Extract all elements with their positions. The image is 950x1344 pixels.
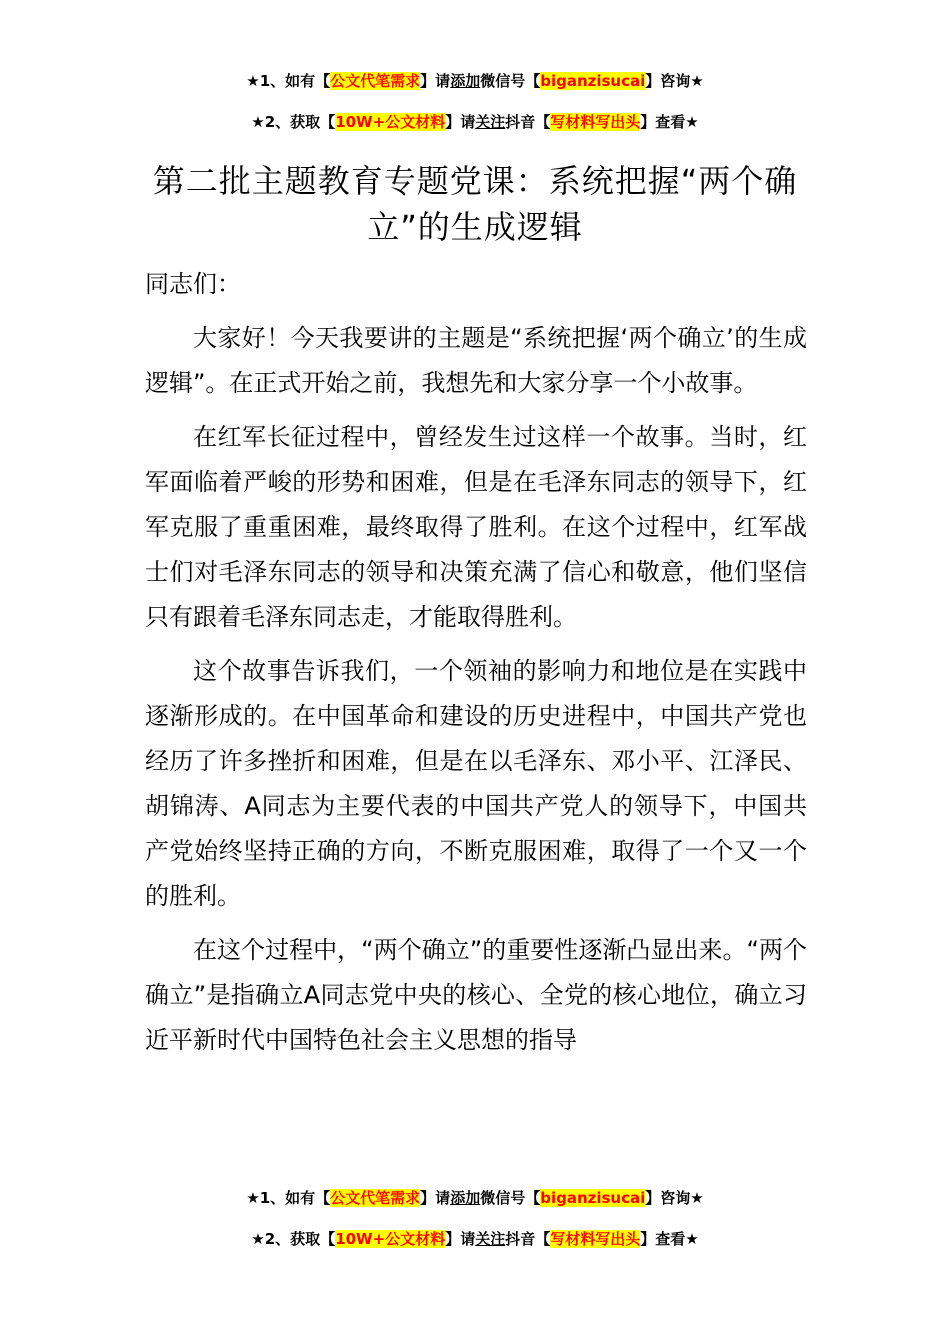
banner-text: ★2、获取【 bbox=[251, 113, 336, 131]
banner-text: 】请 bbox=[420, 1189, 451, 1207]
paragraph: 这个故事告诉我们，一个领袖的影响力和地位是在实践中逐渐形成的。在中国革命和建设的历史进程中，中国共产党也经历了许多挫折和困难，但是在以毛泽东、邓小平、江泽民、胡锦涛、A同志为主要代表的中国共产党人的领导下，中国共产党始终坚持正确的方向，不断克服困难，取得了一个又一个的胜利。 bbox=[145, 657, 807, 910]
banner-text: 微信号【 bbox=[480, 1189, 541, 1207]
document-body bbox=[145, 262, 807, 1072]
banner-highlight: biganzisucai bbox=[540, 1189, 646, 1207]
banner-highlight: 写材料写出头 bbox=[550, 1230, 641, 1248]
banner-text: 】咨询★ bbox=[645, 72, 704, 90]
banner-text: 】查看★ bbox=[640, 113, 699, 131]
banner-text: 抖音【 bbox=[505, 1230, 551, 1248]
banner-underline: 关注 bbox=[475, 1230, 506, 1248]
document-title: 第二批主题教育专题党课：系统把握“两个确立”的生成逻辑 bbox=[152, 162, 798, 246]
paragraph: 在这个过程中，“两个确立”的重要性逐渐凸显出来。“两个确立”是指确立A同志党中央的核心、全党的核心地位，确立习近平新时代中国特色社会主义思想的指导 bbox=[145, 936, 807, 1054]
banner-text: 】请 bbox=[445, 113, 476, 131]
banner-text: 】请 bbox=[445, 1230, 476, 1248]
banner-text: 】咨询★ bbox=[645, 1189, 704, 1207]
banner-text: 微信号【 bbox=[480, 72, 541, 90]
promo-banner-bottom-1 bbox=[0, 1187, 950, 1209]
banner-underline: 添加 bbox=[450, 72, 481, 90]
banner-highlight: 公文代笔需求 bbox=[330, 72, 421, 90]
banner-underline: 添加 bbox=[450, 1189, 481, 1207]
banner-text: 抖音【 bbox=[505, 113, 551, 131]
promo-banner-top-2 bbox=[0, 111, 950, 133]
paragraph: 在红军长征过程中，曾经发生过这样一个故事。当时，红军面临着严峻的形势和困难，但是在毛泽东同志的领导下，红军克服了重重困难，最终取得了胜利。在这个过程中，红军战士们对毛泽东同志的领导和决策充满了信心和敬意，他们坚信只有跟着毛泽东同志走，才能取得胜利。 bbox=[145, 423, 807, 631]
salutation: 同志们： bbox=[145, 270, 241, 298]
banner-text: 】请 bbox=[420, 72, 451, 90]
banner-text: ★2、获取【 bbox=[251, 1230, 336, 1248]
banner-text: 】查看★ bbox=[640, 1230, 699, 1248]
banner-text: ★1、如有【 bbox=[246, 1189, 331, 1207]
paragraph: 大家好！今天我要讲的主题是“系统把握‘两个确立’的生成逻辑”。在正式开始之前，我想先和大家分享一个小故事。 bbox=[145, 324, 807, 397]
promo-banner-top-1 bbox=[0, 70, 950, 92]
banner-highlight: 公文代笔需求 bbox=[330, 1189, 421, 1207]
banner-highlight: 10W+公文材料 bbox=[335, 1230, 446, 1248]
banner-highlight: biganzisucai bbox=[540, 72, 646, 90]
banner-highlight: 10W+公文材料 bbox=[335, 113, 446, 131]
banner-text: ★1、如有【 bbox=[246, 72, 331, 90]
banner-underline: 关注 bbox=[475, 113, 506, 131]
promo-banner-bottom-2 bbox=[0, 1228, 950, 1250]
banner-highlight: 写材料写出头 bbox=[550, 113, 641, 131]
